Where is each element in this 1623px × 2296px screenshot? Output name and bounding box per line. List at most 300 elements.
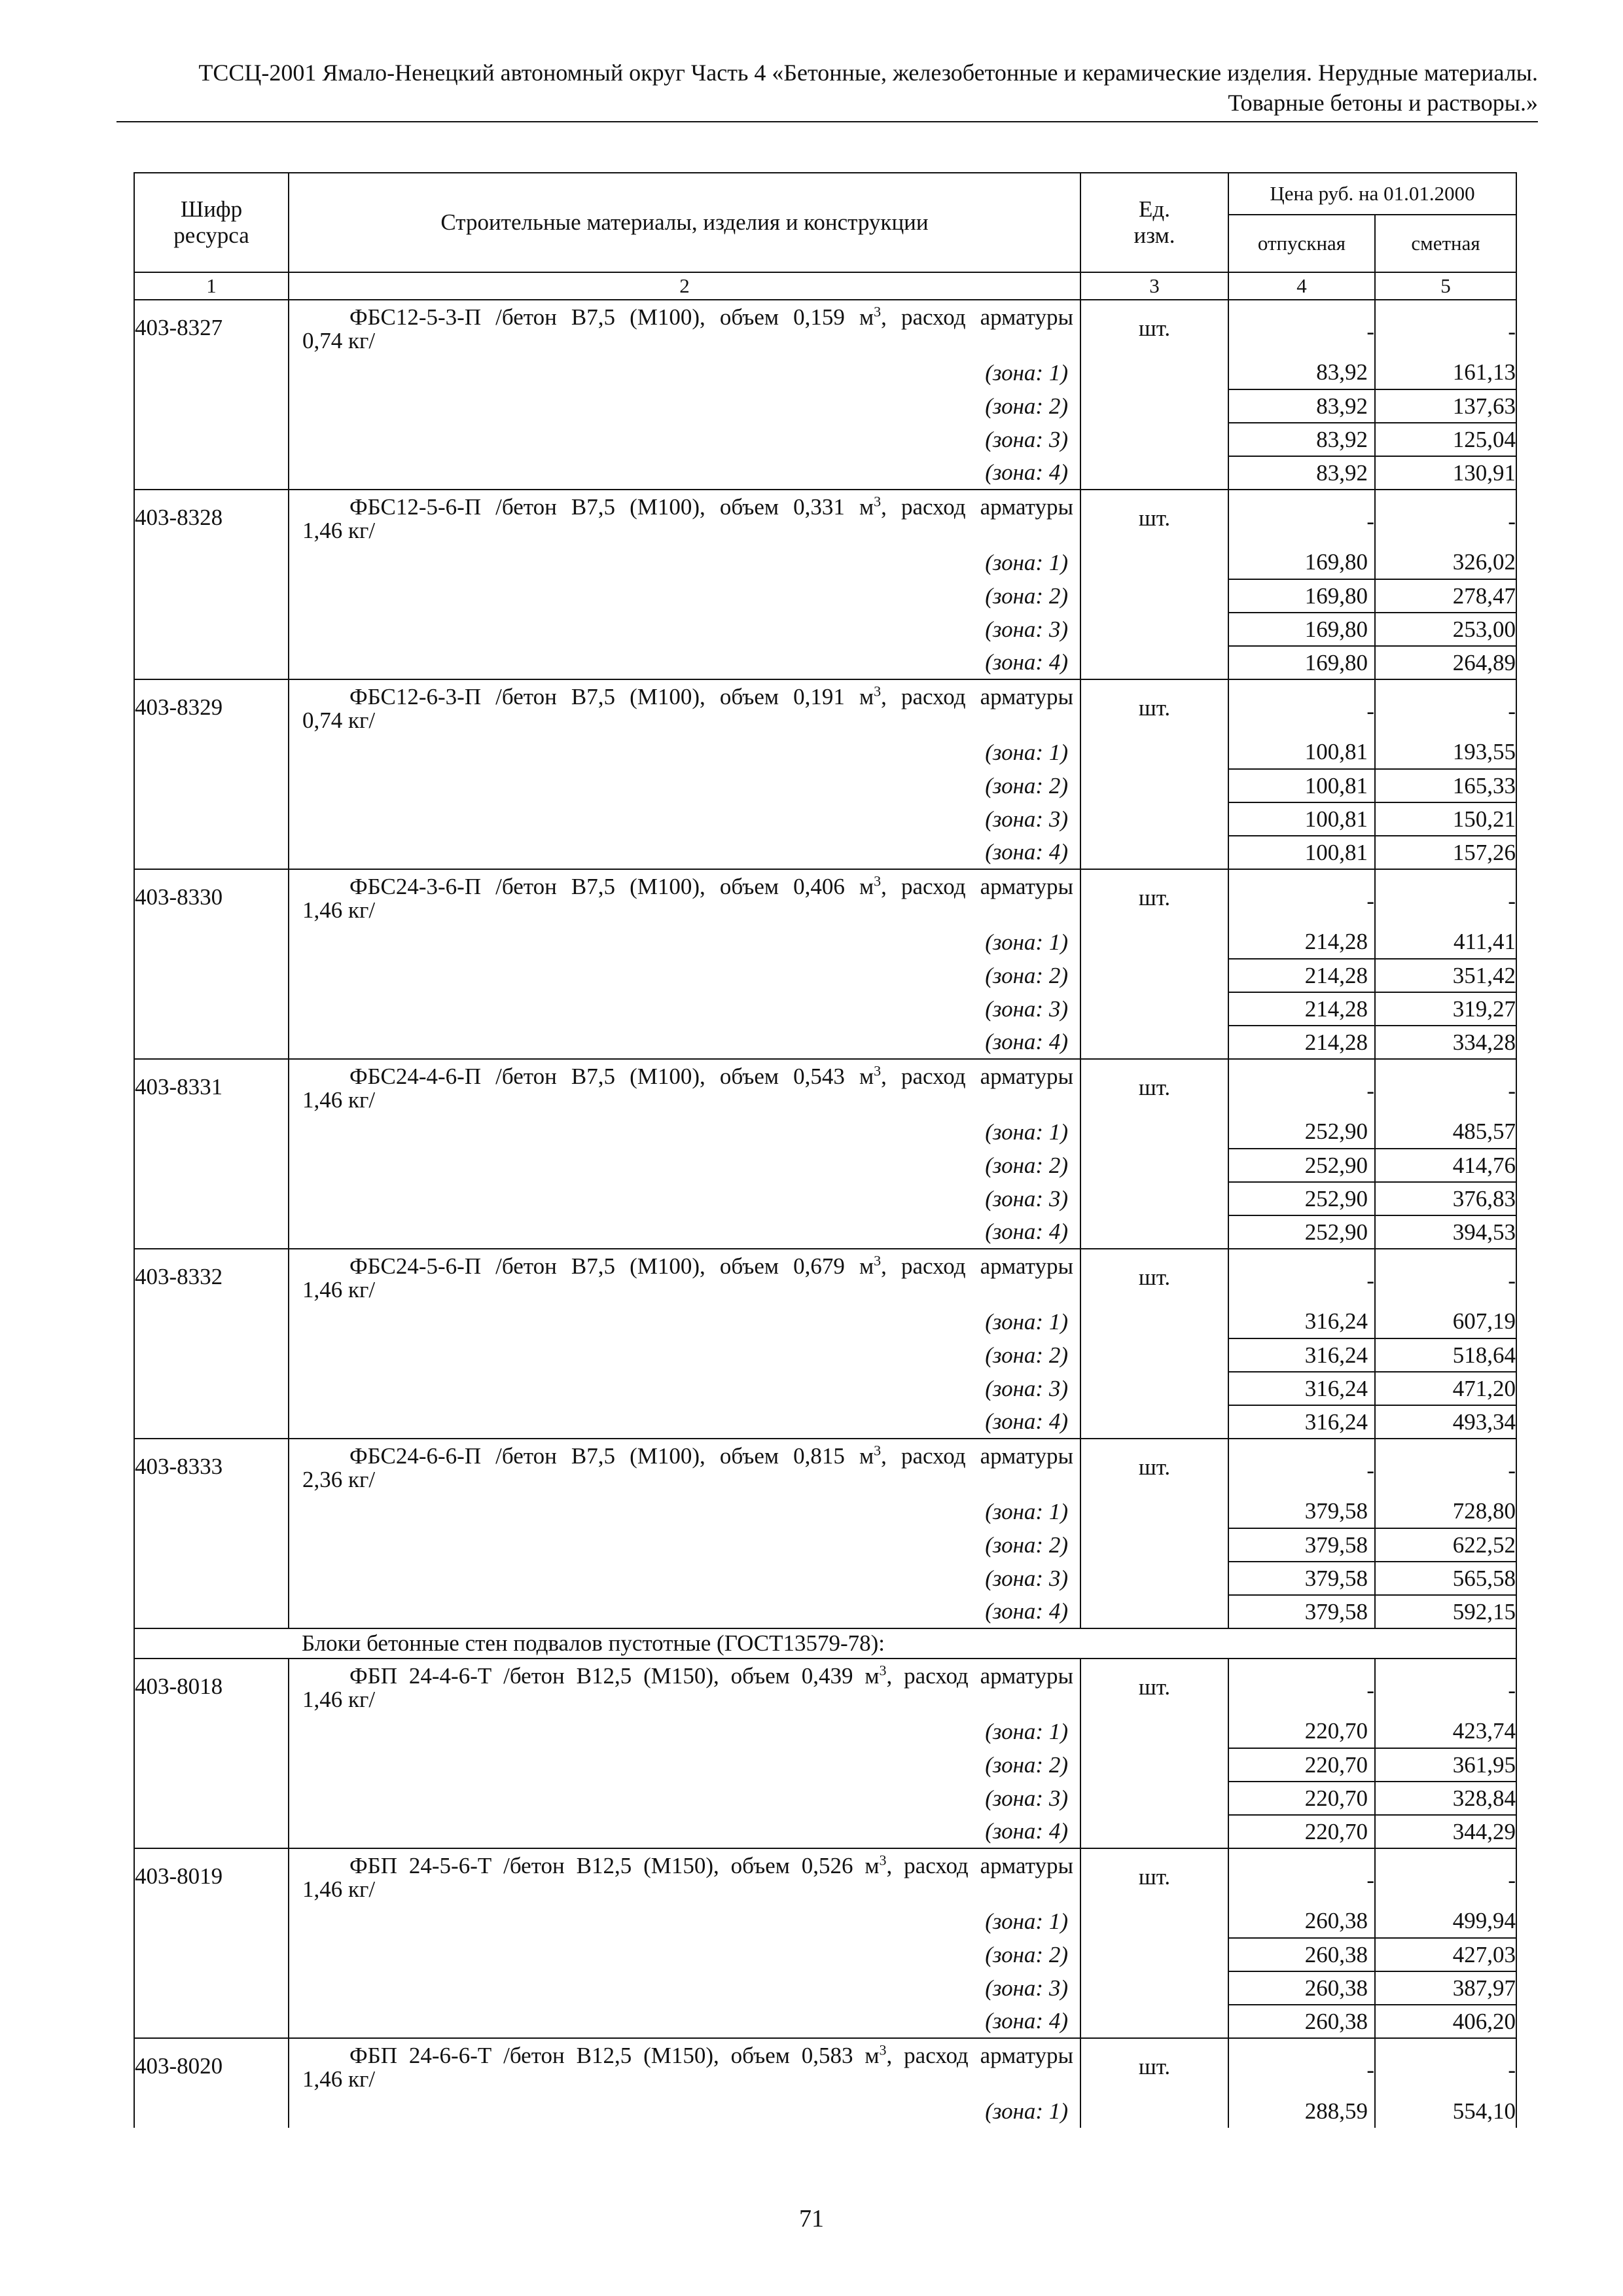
- zone-code-cell: [134, 1905, 289, 1938]
- zone-unit-cell: [1080, 2005, 1228, 2038]
- zone-label: (зона: 3): [289, 423, 1080, 456]
- zone-estimate-price: 264,89: [1375, 646, 1516, 679]
- item-name: [289, 1249, 1080, 1305]
- zone-unit-cell: [1080, 613, 1228, 646]
- zone-estimate-price: 485,57: [1375, 1115, 1516, 1149]
- item-release-price: -: [1228, 1439, 1375, 1495]
- item-name-suffix: , расход арматуры: [881, 1064, 1073, 1089]
- zone-label: (зона: 3): [289, 802, 1080, 836]
- item-name-text: ФБП 24-5-6-Т /бетон В12,5 (М150), объем 0,526 м: [349, 1853, 880, 1878]
- zone-row: [134, 925, 1516, 959]
- item-unit: шт.: [1080, 2038, 1228, 2094]
- zone-unit-cell: [1080, 1026, 1228, 1059]
- zone-label: (зона: 1): [289, 1495, 1080, 1528]
- zone-row: [134, 1528, 1516, 1562]
- item-name-suffix: , расход арматуры: [886, 2043, 1074, 2068]
- zone-code-cell: [134, 836, 289, 869]
- zone-code-cell: [134, 356, 289, 389]
- zone-release-price: 252,90: [1228, 1149, 1375, 1182]
- item-name-superscript: 3: [874, 303, 882, 320]
- item-name-second-line: 1,46 кг/: [302, 1277, 376, 1302]
- section-title: Блоки бетонные стен подвалов пустотные (ГОСТ13579-78):: [289, 1628, 1516, 1659]
- page-header: [118, 58, 1538, 118]
- column-header-release-price: отпускная: [1228, 215, 1375, 272]
- zone-unit-cell: [1080, 456, 1228, 490]
- item-name-superscript: 3: [879, 1852, 887, 1869]
- zone-row: [134, 1905, 1516, 1938]
- zone-release-price: 288,59: [1228, 2094, 1375, 2128]
- zone-label: (зона: 4): [289, 646, 1080, 679]
- header-rule: [116, 121, 1538, 122]
- item-unit: шт.: [1080, 1059, 1228, 1115]
- zone-row: [134, 456, 1516, 490]
- item-code: 403-8328: [134, 490, 289, 546]
- zone-row: [134, 2094, 1516, 2128]
- header-line-2: Товарные бетоны и растворы.»: [1228, 90, 1538, 116]
- zone-unit-cell: [1080, 1782, 1228, 1815]
- zone-row: [134, 1562, 1516, 1595]
- zone-row: [134, 546, 1516, 579]
- zone-estimate-price: 319,27: [1375, 992, 1516, 1026]
- item-name-second-line: 2,36 кг/: [302, 1467, 376, 1492]
- zone-code-cell: [134, 2094, 289, 2128]
- zone-label: (зона: 2): [289, 1748, 1080, 1782]
- zone-label: (зона: 1): [289, 1305, 1080, 1338]
- zone-estimate-price: 157,26: [1375, 836, 1516, 869]
- zone-estimate-price: 278,47: [1375, 579, 1516, 613]
- zone-code-cell: [134, 1026, 289, 1059]
- item-code: 403-8327: [134, 300, 289, 356]
- item-code: 403-8331: [134, 1059, 289, 1115]
- zone-unit-cell: [1080, 736, 1228, 769]
- item-code: 403-8329: [134, 679, 289, 736]
- item-unit: шт.: [1080, 1659, 1228, 1715]
- zone-row: [134, 769, 1516, 802]
- zone-code-cell: [134, 736, 289, 769]
- item-estimate-price: -: [1375, 679, 1516, 736]
- zone-label: (зона: 3): [289, 1782, 1080, 1815]
- item-name-second-line: 1,46 кг/: [302, 897, 376, 923]
- zone-unit-cell: [1080, 1815, 1228, 1848]
- zone-row: [134, 1782, 1516, 1815]
- zone-row: [134, 2005, 1516, 2038]
- section-code-cell: [134, 1628, 289, 1659]
- zone-estimate-price: 414,76: [1375, 1149, 1516, 1182]
- zone-code-cell: [134, 1115, 289, 1149]
- zone-row: [134, 1595, 1516, 1628]
- item-estimate-price: -: [1375, 1059, 1516, 1115]
- zone-estimate-price: 326,02: [1375, 546, 1516, 579]
- zone-row: [134, 1305, 1516, 1338]
- zone-unit-cell: [1080, 1372, 1228, 1405]
- column-number: 2: [289, 272, 1080, 300]
- zone-estimate-price: 411,41: [1375, 925, 1516, 959]
- zone-code-cell: [134, 1748, 289, 1782]
- zone-release-price: 214,28: [1228, 1026, 1375, 1059]
- zone-row: [134, 1215, 1516, 1249]
- zone-estimate-price: 344,29: [1375, 1815, 1516, 1848]
- zone-estimate-price: 125,04: [1375, 423, 1516, 456]
- item-estimate-price: -: [1375, 1848, 1516, 1905]
- zone-label: (зона: 1): [289, 546, 1080, 579]
- table-row: [134, 1659, 1516, 1715]
- price-table: [134, 172, 1517, 2128]
- zone-estimate-price: 427,03: [1375, 1938, 1516, 1971]
- zone-unit-cell: [1080, 1305, 1228, 1338]
- zone-label: (зона: 3): [289, 613, 1080, 646]
- item-name-suffix: , расход арматуры: [881, 1443, 1073, 1469]
- zone-release-price: 220,70: [1228, 1715, 1375, 1748]
- item-name: [289, 300, 1080, 356]
- item-name-second-line: 1,46 кг/: [302, 1687, 376, 1712]
- zone-estimate-price: 493,34: [1375, 1405, 1516, 1439]
- zone-unit-cell: [1080, 802, 1228, 836]
- item-code: 403-8332: [134, 1249, 289, 1305]
- zone-label: (зона: 3): [289, 1971, 1080, 2005]
- zone-estimate-price: 499,94: [1375, 1905, 1516, 1938]
- zone-release-price: 220,70: [1228, 1782, 1375, 1815]
- zone-row: [134, 1405, 1516, 1439]
- zone-estimate-price: 376,83: [1375, 1182, 1516, 1215]
- item-unit: шт.: [1080, 1848, 1228, 1905]
- zone-unit-cell: [1080, 1115, 1228, 1149]
- item-name-first-line: [302, 1444, 1073, 1468]
- zone-unit-cell: [1080, 423, 1228, 456]
- zone-row: [134, 423, 1516, 456]
- item-code: 403-8018: [134, 1659, 289, 1715]
- item-name: [289, 2038, 1080, 2094]
- zone-label: (зона: 3): [289, 1372, 1080, 1405]
- zone-release-price: 214,28: [1228, 992, 1375, 1026]
- zone-release-price: 379,58: [1228, 1495, 1375, 1528]
- item-name: [289, 869, 1080, 925]
- item-name-superscript: 3: [874, 493, 882, 510]
- zone-estimate-price: 137,63: [1375, 389, 1516, 423]
- zone-label: (зона: 4): [289, 1815, 1080, 1848]
- item-name: [289, 679, 1080, 736]
- zone-row: [134, 1715, 1516, 1748]
- column-header-price-group: Цена руб. на 01.01.2000: [1228, 173, 1516, 215]
- zone-release-price: 379,58: [1228, 1595, 1375, 1628]
- item-name-first-line: [302, 1062, 1073, 1089]
- item-name-text: ФБС24-3-6-П /бетон В7,5 (М100), объем 0,406 м: [349, 874, 874, 899]
- item-name-text: ФБП 24-6-6-Т /бетон В12,5 (М150), объем 0,583 м: [349, 2043, 880, 2068]
- item-release-price: -: [1228, 300, 1375, 356]
- zone-estimate-price: 161,13: [1375, 356, 1516, 389]
- zone-release-price: 252,90: [1228, 1115, 1375, 1149]
- zone-release-price: 260,38: [1228, 1971, 1375, 2005]
- zone-release-price: 83,92: [1228, 356, 1375, 389]
- zone-unit-cell: [1080, 1495, 1228, 1528]
- zone-code-cell: [134, 1938, 289, 1971]
- zone-label: (зона: 4): [289, 2005, 1080, 2038]
- zone-estimate-price: 165,33: [1375, 769, 1516, 802]
- zone-estimate-price: 518,64: [1375, 1338, 1516, 1372]
- item-unit: шт.: [1080, 679, 1228, 736]
- zone-unit-cell: [1080, 356, 1228, 389]
- zone-estimate-price: 361,95: [1375, 1748, 1516, 1782]
- zone-release-price: 100,81: [1228, 769, 1375, 802]
- item-name-superscript: 3: [874, 1062, 882, 1079]
- item-name-superscript: 3: [874, 1442, 882, 1459]
- zone-row: [134, 646, 1516, 679]
- zone-label: (зона: 4): [289, 1595, 1080, 1628]
- zone-label: (зона: 4): [289, 1026, 1080, 1059]
- zone-release-price: 316,24: [1228, 1305, 1375, 1338]
- zone-unit-cell: [1080, 1149, 1228, 1182]
- zone-code-cell: [134, 1305, 289, 1338]
- item-release-price: -: [1228, 1059, 1375, 1115]
- item-name-first-line: [302, 872, 1073, 899]
- zone-label: (зона: 1): [289, 2094, 1080, 2128]
- zone-release-price: 260,38: [1228, 2005, 1375, 2038]
- zone-row: [134, 1182, 1516, 1215]
- zone-unit-cell: [1080, 925, 1228, 959]
- zone-label: (зона: 3): [289, 1562, 1080, 1595]
- item-unit: шт.: [1080, 300, 1228, 356]
- item-name-first-line: [302, 1252, 1073, 1279]
- zone-row: [134, 1938, 1516, 1971]
- zone-unit-cell: [1080, 1528, 1228, 1562]
- zone-row: [134, 389, 1516, 423]
- item-release-price: -: [1228, 1848, 1375, 1905]
- zone-code-cell: [134, 1149, 289, 1182]
- zone-code-cell: [134, 1971, 289, 2005]
- zone-unit-cell: [1080, 836, 1228, 869]
- zone-unit-cell: [1080, 1182, 1228, 1215]
- zone-code-cell: [134, 1338, 289, 1372]
- zone-label: (зона: 1): [289, 1715, 1080, 1748]
- zone-release-price: 169,80: [1228, 546, 1375, 579]
- zone-code-cell: [134, 1595, 289, 1628]
- item-code: 403-8019: [134, 1848, 289, 1905]
- zone-release-price: 100,81: [1228, 802, 1375, 836]
- zone-label: (зона: 2): [289, 1149, 1080, 1182]
- zone-row: [134, 992, 1516, 1026]
- zone-release-price: 83,92: [1228, 389, 1375, 423]
- zone-row: [134, 1026, 1516, 1059]
- zone-code-cell: [134, 1782, 289, 1815]
- item-code: 403-8330: [134, 869, 289, 925]
- item-name-suffix: , расход арматуры: [881, 494, 1073, 520]
- column-number: 5: [1375, 272, 1516, 300]
- zone-row: [134, 959, 1516, 992]
- item-name: [289, 1059, 1080, 1115]
- zone-code-cell: [134, 1495, 289, 1528]
- zone-unit-cell: [1080, 769, 1228, 802]
- zone-label: (зона: 2): [289, 1338, 1080, 1372]
- zone-unit-cell: [1080, 1595, 1228, 1628]
- item-name-second-line: 1,46 кг/: [302, 1876, 376, 1902]
- zone-row: [134, 1149, 1516, 1182]
- item-release-price: -: [1228, 679, 1375, 736]
- zone-unit-cell: [1080, 1748, 1228, 1782]
- zone-unit-cell: [1080, 1715, 1228, 1748]
- item-name-text: ФБС24-6-6-П /бетон В7,5 (М100), объем 0,815 м: [349, 1443, 874, 1469]
- zone-code-cell: [134, 546, 289, 579]
- item-unit: шт.: [1080, 1249, 1228, 1305]
- zone-estimate-price: 406,20: [1375, 2005, 1516, 2038]
- item-name-superscript: 3: [874, 683, 882, 700]
- table-row: [134, 1249, 1516, 1305]
- zone-unit-cell: [1080, 2094, 1228, 2128]
- item-release-price: -: [1228, 1249, 1375, 1305]
- zone-row: [134, 356, 1516, 389]
- zone-unit-cell: [1080, 579, 1228, 613]
- zone-release-price: 169,80: [1228, 646, 1375, 679]
- zone-unit-cell: [1080, 959, 1228, 992]
- zone-code-cell: [134, 579, 289, 613]
- zone-estimate-price: 394,53: [1375, 1215, 1516, 1249]
- zone-row: [134, 1372, 1516, 1405]
- zone-release-price: 260,38: [1228, 1938, 1375, 1971]
- zone-code-cell: [134, 456, 289, 490]
- item-release-price: -: [1228, 1659, 1375, 1715]
- zone-row: [134, 1971, 1516, 2005]
- zone-code-cell: [134, 925, 289, 959]
- zone-estimate-price: 351,42: [1375, 959, 1516, 992]
- item-estimate-price: -: [1375, 1249, 1516, 1305]
- zone-code-cell: [134, 613, 289, 646]
- zone-code-cell: [134, 646, 289, 679]
- zone-release-price: 169,80: [1228, 579, 1375, 613]
- item-code: 403-8333: [134, 1439, 289, 1495]
- zone-unit-cell: [1080, 1938, 1228, 1971]
- zone-label: (зона: 1): [289, 1905, 1080, 1938]
- zone-code-cell: [134, 992, 289, 1026]
- zone-release-price: 100,81: [1228, 736, 1375, 769]
- item-name-text: ФБС12-5-6-П /бетон В7,5 (М100), объем 0,331 м: [349, 494, 874, 520]
- zone-row: [134, 1338, 1516, 1372]
- item-estimate-price: -: [1375, 490, 1516, 546]
- item-name-suffix: , расход арматуры: [881, 874, 1073, 899]
- table-row: [134, 869, 1516, 925]
- zone-release-price: 169,80: [1228, 613, 1375, 646]
- zone-release-price: 316,24: [1228, 1372, 1375, 1405]
- column-header-estimate-price: сметная: [1375, 215, 1516, 272]
- zone-release-price: 83,92: [1228, 456, 1375, 490]
- zone-label: (зона: 2): [289, 579, 1080, 613]
- zone-estimate-price: 554,10: [1375, 2094, 1516, 2128]
- zone-code-cell: [134, 1528, 289, 1562]
- zone-code-cell: [134, 769, 289, 802]
- zone-release-price: 83,92: [1228, 423, 1375, 456]
- zone-release-price: 260,38: [1228, 1905, 1375, 1938]
- item-name-suffix: , расход арматуры: [886, 1663, 1074, 1689]
- zone-estimate-price: 150,21: [1375, 802, 1516, 836]
- table-row: [134, 1848, 1516, 1905]
- zone-release-price: 100,81: [1228, 836, 1375, 869]
- zone-code-cell: [134, 1372, 289, 1405]
- zone-unit-cell: [1080, 389, 1228, 423]
- zone-estimate-price: 592,15: [1375, 1595, 1516, 1628]
- zone-unit-cell: [1080, 992, 1228, 1026]
- item-estimate-price: -: [1375, 2038, 1516, 2094]
- item-name: [289, 1848, 1080, 1905]
- zone-code-cell: [134, 2005, 289, 2038]
- item-name-text: ФБС12-5-3-П /бетон В7,5 (М100), объем 0,159 м: [349, 304, 874, 330]
- item-name: [289, 490, 1080, 546]
- zone-row: [134, 802, 1516, 836]
- zone-release-price: 220,70: [1228, 1748, 1375, 1782]
- zone-release-price: 252,90: [1228, 1182, 1375, 1215]
- item-code: 403-8020: [134, 2038, 289, 2094]
- item-name-text: ФБС24-5-6-П /бетон В7,5 (М100), объем 0,679 м: [349, 1253, 874, 1279]
- page-number: 71: [799, 2205, 824, 2233]
- item-name-suffix: , расход арматуры: [886, 1853, 1074, 1878]
- zone-release-price: 316,24: [1228, 1405, 1375, 1439]
- item-release-price: -: [1228, 2038, 1375, 2094]
- zone-row: [134, 736, 1516, 769]
- item-name: [289, 1439, 1080, 1495]
- section-row: [134, 1628, 1516, 1659]
- item-name-second-line: 1,46 кг/: [302, 2066, 376, 2092]
- zone-row: [134, 613, 1516, 646]
- zone-code-cell: [134, 1215, 289, 1249]
- item-name-second-line: 1,46 кг/: [302, 1087, 376, 1113]
- zone-release-price: 252,90: [1228, 1215, 1375, 1249]
- item-name-superscript: 3: [879, 1662, 887, 1679]
- table-row: [134, 679, 1516, 736]
- zone-unit-cell: [1080, 646, 1228, 679]
- zone-estimate-price: 728,80: [1375, 1495, 1516, 1528]
- zone-label: (зона: 1): [289, 1115, 1080, 1149]
- item-unit: шт.: [1080, 869, 1228, 925]
- zone-estimate-price: 471,20: [1375, 1372, 1516, 1405]
- zone-unit-cell: [1080, 546, 1228, 579]
- item-name-second-line: 0,74 кг/: [302, 708, 376, 733]
- zone-unit-cell: [1080, 1562, 1228, 1595]
- zone-row: [134, 1495, 1516, 1528]
- zone-release-price: 316,24: [1228, 1338, 1375, 1372]
- item-estimate-price: -: [1375, 1659, 1516, 1715]
- item-unit: шт.: [1080, 490, 1228, 546]
- zone-label: (зона: 3): [289, 1182, 1080, 1215]
- item-name-superscript: 3: [874, 872, 882, 889]
- item-estimate-price: -: [1375, 300, 1516, 356]
- zone-label: (зона: 1): [289, 736, 1080, 769]
- zone-estimate-price: 622,52: [1375, 1528, 1516, 1562]
- zone-code-cell: [134, 1562, 289, 1595]
- item-name-suffix: , расход арматуры: [881, 1253, 1073, 1279]
- column-header-code: Шифр ресурса: [134, 173, 289, 272]
- column-header-unit: Ед. изм.: [1080, 173, 1228, 272]
- zone-estimate-price: 193,55: [1375, 736, 1516, 769]
- zone-label: (зона: 2): [289, 1528, 1080, 1562]
- zone-label: (зона: 1): [289, 925, 1080, 959]
- column-number: 3: [1080, 272, 1228, 300]
- zone-release-price: 220,70: [1228, 1815, 1375, 1848]
- item-name-suffix: , расход арматуры: [881, 304, 1073, 330]
- zone-label: (зона: 3): [289, 992, 1080, 1026]
- column-header-name: Строительные материалы, изделия и конструкции: [289, 173, 1080, 272]
- zone-label: (зона: 4): [289, 456, 1080, 490]
- column-number: 4: [1228, 272, 1375, 300]
- item-name-text: ФБС24-4-6-П /бетон В7,5 (М100), объем 0,543 м: [349, 1064, 874, 1089]
- zone-label: (зона: 4): [289, 1215, 1080, 1249]
- zone-code-cell: [134, 1182, 289, 1215]
- zone-unit-cell: [1080, 1971, 1228, 2005]
- table-row: [134, 1059, 1516, 1115]
- zone-label: (зона: 2): [289, 389, 1080, 423]
- table-row: [134, 2038, 1516, 2094]
- zone-row: [134, 1815, 1516, 1848]
- zone-code-cell: [134, 389, 289, 423]
- zone-code-cell: [134, 1715, 289, 1748]
- zone-unit-cell: [1080, 1215, 1228, 1249]
- item-name-first-line: [302, 2041, 1074, 2068]
- zone-estimate-price: 130,91: [1375, 456, 1516, 490]
